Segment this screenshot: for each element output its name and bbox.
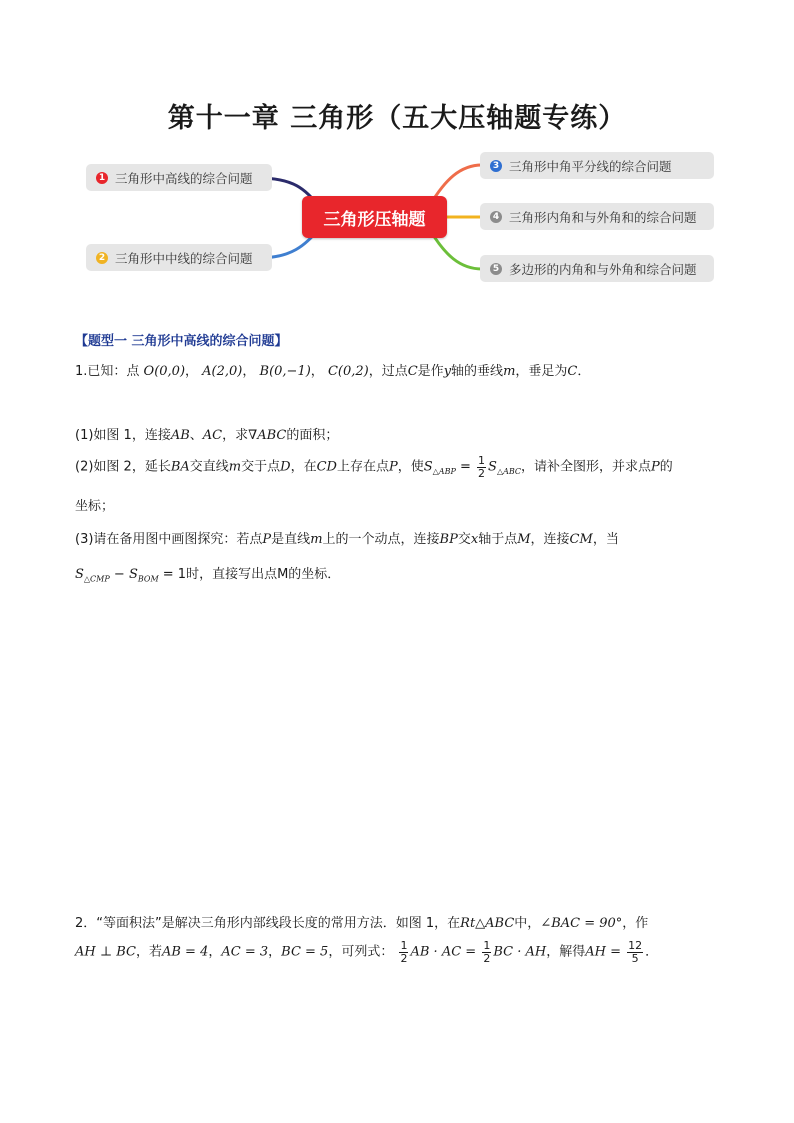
fraction xyxy=(482,940,491,964)
text: 轴的垂线 xyxy=(451,364,504,379)
numerator: 12 xyxy=(628,939,643,952)
text: 是直线 xyxy=(271,532,311,547)
number-3-icon: 3 xyxy=(490,160,502,172)
math: m xyxy=(310,532,323,547)
q2-line2 xyxy=(75,940,658,964)
point-b: B(0,−1) xyxy=(259,364,311,379)
point-o: O(0,0) xyxy=(143,364,186,379)
text: 1.已知：点 xyxy=(75,364,140,379)
text: ，连接 xyxy=(530,532,570,547)
text: 轴于点 xyxy=(478,532,518,547)
math: AB = 4 xyxy=(161,944,209,960)
math: AC = 3 xyxy=(221,944,269,960)
text: ． xyxy=(645,944,659,960)
math: BP xyxy=(439,532,458,547)
branch-label: 三角形内角和与外角和的综合问题 xyxy=(509,209,697,225)
math: = xyxy=(460,459,471,475)
branch-5 xyxy=(480,255,714,282)
fraction xyxy=(399,940,408,964)
point-a: A(2,0) xyxy=(202,364,243,379)
numerator: 1 xyxy=(478,454,486,467)
q1-part2-cont: 坐标； xyxy=(75,499,115,514)
text: ，若 xyxy=(135,944,162,960)
text: ，当 xyxy=(592,532,619,547)
branch-3 xyxy=(480,152,714,179)
math: CM xyxy=(569,532,593,547)
text: 的面积； xyxy=(286,428,339,443)
math: BC · AH xyxy=(493,944,547,960)
text: 上的一个动点，连接 xyxy=(322,532,440,547)
q1-part3 xyxy=(75,528,619,547)
text: (1)如图 1，连接 xyxy=(75,428,171,443)
point-c: C(0,2) xyxy=(327,364,369,379)
branch-label: 三角形中高线的综合问题 xyxy=(115,170,253,186)
math: △ABC xyxy=(496,467,522,477)
denominator: 2 xyxy=(478,466,486,480)
mind-map xyxy=(0,145,794,295)
text: ，过点 xyxy=(368,364,408,379)
math: P xyxy=(388,459,398,475)
math: S xyxy=(488,459,497,475)
text: (2)如图 2，延长 xyxy=(75,459,171,475)
number-1-icon: 1 xyxy=(96,172,108,184)
math: m xyxy=(228,459,242,475)
text: 2．“等面积法”是解决三角形内部线段长度的常用方法．如图 1，在 xyxy=(75,916,461,931)
math: ∇ABC xyxy=(248,428,287,443)
math: AB xyxy=(170,428,190,443)
math: m xyxy=(503,364,516,379)
text: 交直线 xyxy=(189,459,229,475)
branch-label: 三角形中角平分线的综合问题 xyxy=(509,158,672,174)
math: AC xyxy=(202,428,223,443)
denominator: 5 xyxy=(631,951,639,965)
text: ，解得 xyxy=(546,944,586,960)
text: ，请补全图形，并求点 xyxy=(521,459,652,475)
math: P xyxy=(651,459,660,475)
math: BA xyxy=(170,459,190,475)
math: BC = 5 xyxy=(281,944,329,960)
math: CD xyxy=(316,459,337,475)
math: S xyxy=(75,567,84,582)
text: 中， xyxy=(514,916,541,931)
math: M xyxy=(517,532,531,547)
text: 上存在点 xyxy=(336,459,389,475)
branch-label: 多边形的内角和与外角和综合问题 xyxy=(509,261,697,277)
math: AB · AC = xyxy=(410,944,477,960)
math: AH ⊥ BC xyxy=(75,944,136,960)
text: ，作 xyxy=(622,916,649,931)
math: x xyxy=(470,532,479,547)
math: S xyxy=(128,567,138,582)
math: ∠BAC = 90° xyxy=(540,916,623,931)
text: ，求 xyxy=(222,428,249,443)
math: D xyxy=(280,459,291,475)
text: 交于点 xyxy=(241,459,281,475)
numerator: 1 xyxy=(400,939,408,952)
section-heading: 【题型一 三角形中高线的综合问题】 xyxy=(75,334,288,349)
fraction xyxy=(627,940,643,964)
math: AH = xyxy=(585,944,621,960)
text: ， xyxy=(208,944,222,960)
math: y xyxy=(443,364,452,379)
branch-1 xyxy=(86,164,272,191)
q1-part2 xyxy=(75,455,673,479)
math: △ABP xyxy=(432,467,456,477)
denominator: 2 xyxy=(483,951,491,965)
math: △CMP xyxy=(83,574,110,584)
text: (3)请在备用图中画图探究：若点 xyxy=(75,532,263,547)
q1-intro: 1.已知：点 O(0,0)， A(2,0)， B(0,−1)， C(0,2)，过点C是作y轴的垂线m，垂足为C． xyxy=(75,364,591,379)
text: ，可列式： xyxy=(328,944,394,960)
text: 交 xyxy=(457,532,471,547)
text: ， xyxy=(268,944,282,960)
math: = 1 xyxy=(162,567,187,582)
math: S xyxy=(423,459,433,475)
mind-map-center: 三角形压轴题 xyxy=(302,196,447,238)
branch-2 xyxy=(86,244,272,271)
text: ，垂足为 xyxy=(515,364,568,379)
branch-4 xyxy=(480,203,714,230)
q2-line1 xyxy=(75,912,648,931)
chapter-title: 第十一章 三角形（五大压轴题专练） xyxy=(167,103,627,134)
math: − xyxy=(113,567,125,582)
branch-label: 三角形中中线的综合问题 xyxy=(115,250,253,266)
text: 的 xyxy=(659,459,673,475)
q1-part3-cont xyxy=(75,563,340,584)
math: Rt△ABC xyxy=(460,916,515,931)
math: P xyxy=(262,532,272,547)
fraction xyxy=(477,455,486,479)
text: ． xyxy=(577,364,591,379)
math: BOM xyxy=(137,574,159,584)
text: 时，直接写出点M的坐标． xyxy=(186,567,341,582)
number-5-icon: 5 xyxy=(490,263,502,275)
math: C xyxy=(407,364,418,379)
number-4-icon: 4 xyxy=(490,211,502,223)
denominator: 2 xyxy=(400,951,408,965)
math: C xyxy=(567,364,578,379)
q1-part1 xyxy=(75,424,338,443)
numerator: 1 xyxy=(483,939,491,952)
text: ，使 xyxy=(397,459,424,475)
text: 是作 xyxy=(417,364,444,379)
text: 、 xyxy=(189,428,203,443)
number-2-icon: 2 xyxy=(96,252,108,264)
text: ，在 xyxy=(290,459,317,475)
